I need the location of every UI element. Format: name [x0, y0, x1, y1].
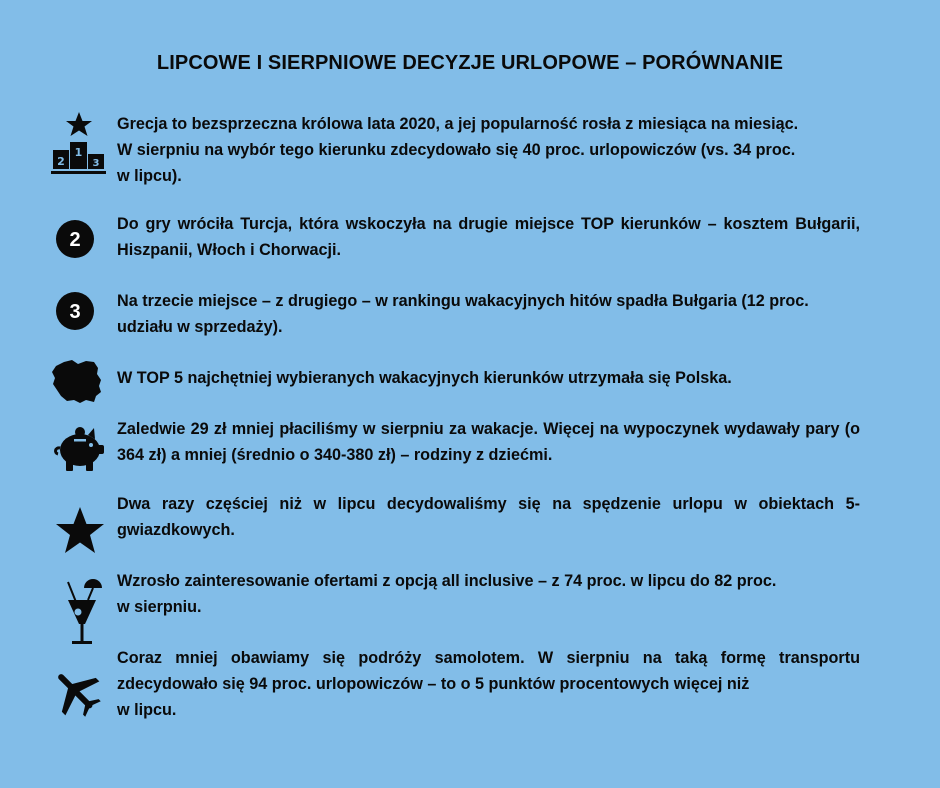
- svg-text:3: 3: [69, 301, 81, 323]
- number-3-icon: [55, 291, 95, 331]
- page-title: LIPCOWE I SIERPNIOWE DECYZJE URLOPOWE – PORÓWNANIE: [156, 52, 784, 74]
- svg-text:2: 2: [57, 155, 65, 168]
- airplane-icon: [50, 666, 102, 718]
- svg-text:2: 2: [69, 229, 81, 251]
- item-all-inclusive-text: Wzrosło zainteresowanie ofertami z opcją all inclusive – z 74 proc. w lipcu do 82 proc. w sierpniu.: [117, 572, 777, 616]
- cocktail-icon: [58, 578, 106, 650]
- item-prices-text: Zaledwie 29 zł mniej płaciliśmy w sierpniu za wakacje. Więcej na wypoczynek wydawały pary (o 364 zł) a mniej (średnio o 340-380 zł) – rodziny z dziećmi.: [117, 420, 860, 464]
- item-plane-line-1: Coraz mniej obawiamy się podróży samolotem. W sierpniu na taką formę transportu: [117, 649, 860, 667]
- poland-map-icon: [50, 356, 104, 406]
- item-plane-text: Coraz mniej obawiamy się podróży samolotem. W sierpniu na taką formę transportu zdecydowało się 94 proc. urlopowiczów – to o 5 punktów procentowych więcej niż w lipcu.: [117, 645, 860, 723]
- item-poland-text: W TOP 5 najchętniej wybieranych wakacyjnych kierunków utrzymała się Polska.: [117, 369, 732, 387]
- svg-text:1: 1: [74, 146, 83, 159]
- piggy-bank-icon: [52, 422, 106, 474]
- podium-star-icon: [50, 110, 108, 176]
- star-icon: [54, 505, 106, 557]
- svg-text:3: 3: [92, 158, 100, 169]
- item-turkey-text: Do gry wróciła Turcja, która wskoczyła na drugie miejsce TOP kierunków – kosztem Bułgarii, Hiszpanii, Włoch i Chorwacji.: [117, 215, 860, 259]
- item-greece-text: Grecja to bezsprzeczna królowa lata 2020, a jej popularność rosła z miesiąca na miesiąc. W sierpniu na wybór tego kierunku zdecydowało się 40 proc. urlopowiczów (vs. 34 proc. w lipcu).: [117, 115, 799, 185]
- number-2-icon: [55, 219, 95, 259]
- item-five-star-text: Dwa razy częściej niż w lipcu decydowaliśmy się na spędzenie urlopu w obiektach 5-gwiazdkowych.: [117, 495, 860, 539]
- item-bulgaria-text: Na trzecie miejsce – z drugiego – w rankingu wakacyjnych hitów spadła Bułgaria (12 proc. udziału w sprzedaży).: [117, 292, 809, 336]
